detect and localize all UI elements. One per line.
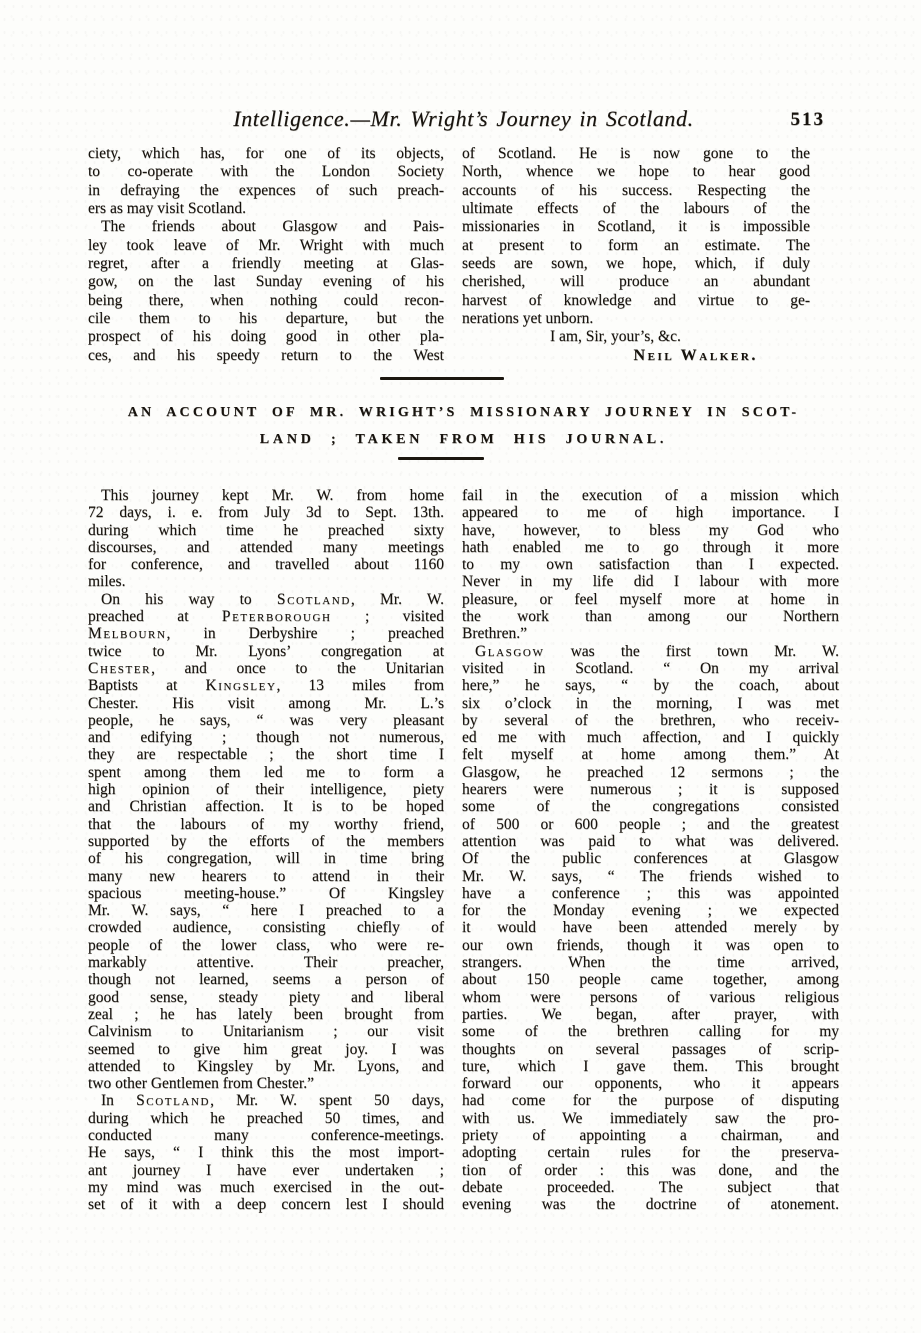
text-line: hath enabled me to go through it more [462,538,839,556]
text-line: cherished, will produce an abundant [462,273,810,291]
running-head-title: Intelligence.—Mr. Wright’s Journey in Scotland. [233,106,694,131]
text-line: ers as may visit Scotland. [88,200,246,218]
text-line: Never in my life did I labour with more [462,573,839,591]
text-line: for conference, and travelled about 1160 [88,556,444,574]
text-line: in defraying the expences of such preach- [88,181,444,199]
small-caps-text: Chester [88,659,152,677]
text-line: during which time he preached sixty [88,521,444,539]
text-line: about 150 people came together, among [462,971,839,989]
text-line: pleasure, or feel myself more at home in [462,590,839,608]
text-line: felt myself at home among them.” At [462,746,839,764]
text-line: our own friends, though it was open to [462,936,839,954]
text-line: the work than among our Northern [462,608,839,626]
text-line: priety of appointing a chairman, and [462,1126,839,1144]
text-line: ley took leave of Mr. Wright with much [88,236,444,254]
page-number: 513 [790,109,825,130]
small-caps-text: Kingsley [205,677,277,695]
text-line: it would have been attended merely by [462,919,839,937]
text-line: North, whence we hope to hear good [462,163,810,181]
text-line: In Scotland, Mr. W. spent 50 days, [101,1092,444,1110]
text-line: ant journey I have ever undertaken ; [88,1161,444,1179]
text-line: six o’clock in the morning, I was met [462,694,839,712]
text-line: have a conference ; this was appointed [462,884,839,902]
text-line: He says, “ I think this the most import- [88,1144,444,1162]
text-line: spent among them led me to form a [88,763,444,781]
text-line: adopting certain rules for the preserva- [462,1144,839,1162]
text-line: to my own satisfaction than I expected. [462,556,839,574]
text-line: for the Monday evening ; we expected [462,902,839,920]
text-line: zeal ; he has lately been brought from [88,1005,444,1023]
text-line: On his way to Scotland, Mr. W. [101,590,444,608]
text-line: Baptists at Kingsley, 13 miles from [88,677,445,695]
text-line: debate proceeded. The subject that [462,1178,839,1196]
text-line: that the labours of my worthy friend, [88,815,444,833]
text-line: markably attentive. Their preacher, [88,954,444,972]
letter-closing: I am, Sir, your’s, &c. [550,328,681,346]
text-line: many new hearers to attend in their [88,867,444,885]
intro-section [88,145,810,365]
small-caps-text: Glasgow [475,642,545,660]
small-caps-text: Peterborough [221,608,332,626]
text-line: though not learned, seems a person of [88,971,444,989]
text-line: high opinion of their intelligence, piety [88,781,444,799]
text-line: whom were persons of various religious [462,988,839,1006]
text-line: Glasgow was the first town Mr. W. [475,642,839,660]
text-line: have, however, to bless my God who [462,521,839,539]
text-line: spacious meeting-house.” Of Kingsley [88,884,444,902]
text-line: Of the public conferences at Glasgow [462,850,839,868]
text-line: miles. [88,573,126,591]
section-divider-rule-bottom [398,457,484,460]
text-line: harvest of knowledge and virtue to ge- [462,291,810,309]
text-line: regret, after a friendly meeting at Glas- [88,255,444,273]
text-line: and edifying ; though not numerous, [88,729,444,747]
text-line: ture, which I gave them. This brought [462,1057,839,1075]
text-line: of his congregation, will in time bring [88,850,444,868]
text-line: accounts of his success. Respecting the [462,181,810,199]
text-line: prospect of his doing good in other pla- [88,328,444,346]
text-line: being there, when nothing could recon- [88,291,444,309]
article-right-column [462,487,839,1213]
text-line: strangers. When the time arrived, [462,954,839,972]
text-line: here,” he says, “ by the coach, about [462,677,839,695]
text-line: of Scotland. He is now gone to the [462,145,810,162]
text-line: people of the lower class, who were re- [88,936,444,954]
text-line: 72 days, i. e. from July 3d to Sept. 13th. [88,504,444,522]
text-line: attention was paid to what was delivered. [462,832,839,850]
text-line: fail in the execution of a mission which [462,487,839,504]
text-line: twice to Mr. Lyons’ congregation at [88,642,444,660]
text-line: Mr. W. says, “ The friends wished to [462,867,839,885]
text-line: hearers were numerous ; it is supposed [462,781,839,799]
text-line: seeds are sown, we hope, which, if duly [462,255,810,273]
text-line: evening was the doctrine of atonement. [462,1196,839,1214]
text-line: some of the congregations consisted [462,798,839,816]
small-caps-text: Melbourn [88,625,167,643]
text-line: at present to form an estimate. The [462,236,810,254]
text-line: my mind was much exercised in the out- [88,1178,444,1196]
text-line: cile them to his departure, but the [88,310,444,328]
article-heading-line-2: LAND ; TAKEN FROM HIS JOURNAL. [259,432,668,447]
small-caps-text: Scotland [276,590,351,608]
text-line: appeared to me of high importance. I [462,504,839,522]
text-line: gow, on the last Sunday evening of his [88,273,444,291]
text-line: parties. We began, after prayer, with [462,1005,839,1023]
text-line: set of it with a deep concern lest I should [88,1196,444,1214]
text-line: of 500 or 600 people ; and the greatest [462,815,839,833]
running-header [88,106,839,146]
text-line: discourses, and attended many meetings [88,538,444,556]
text-line: had come for the purpose of disputing [462,1092,839,1110]
text-line: nerations yet unborn. [462,310,594,328]
text-line: supported by the efforts of the members [88,832,444,850]
text-line: Mr. W. says, “ here I preached to a [88,902,444,920]
text-line: Calvinism to Unitarianism ; our visit [88,1023,444,1041]
text-line: Chester. His visit among Mr. L.’s [88,694,444,712]
text-line: missionaries in Scotland, it is impossible [462,218,810,236]
text-line: tion of order : this was done, and the [462,1161,839,1179]
article-heading-line-1: AN ACCOUNT OF MR. WRIGHT’S MISSIONARY JOURNEY IN SCOT- [127,405,800,420]
text-line: ultimate effects of the labours of the [462,200,810,218]
text-line: two other Gentlemen from Chester.” [88,1075,314,1093]
text-line: thoughts on several passages of scrip- [462,1040,839,1058]
text-line: ciety, which has, for one of its objects, [88,145,444,162]
text-line: during which he preached 50 times, and [88,1109,444,1127]
text-line: conducted many conference-meetings. [88,1126,444,1144]
text-line: This journey kept Mr. W. from home [101,487,444,504]
article-body [88,487,839,1213]
text-line: attended to Kingsley by Mr. Lyons, and [88,1057,444,1075]
small-caps-text: Scotland [136,1092,211,1110]
text-line: Glasgow, he preached 12 sermons ; the [462,763,839,781]
text-line: forward our opponents, who it appears [462,1075,839,1093]
section-divider-rule-top [380,377,504,380]
text-line: The friends about Glasgow and Pais- [101,218,444,236]
article-heading [88,399,839,453]
text-line: preached at Peterborough ; visited [88,608,444,626]
article-left-column [88,487,444,1213]
intro-right-lines [462,145,810,328]
letter-signature: Neil Walker. [633,346,758,364]
intro-left-column [88,145,444,365]
text-line: Melbourn, in Derbyshire ; preached [88,625,444,643]
text-line: ed me with much affection, and I quickly [462,729,839,747]
text-line: crowded audience, consisting chiefly of [88,919,444,937]
text-line: ces, and his speedy return to the West [88,346,444,364]
text-line: with us. We immediately saw the pro- [462,1109,839,1127]
text-line: they are respectable ; the short time I [88,746,444,764]
intro-right-column [462,145,810,365]
text-line: people, he says, “ was very pleasant [88,711,444,729]
text-line: by several of the brethren, who receiv- [462,711,839,729]
text-line: to co-operate with the London Society [88,163,444,181]
text-line: Chester, and once to the Unitarian [88,659,444,677]
text-line: good sense, steady piety and liberal [88,988,444,1006]
text-line: some of the brethren calling for my [462,1023,839,1041]
text-line: and Christian affection. It is to be hoped [88,798,444,816]
text-line: seemed to give him great joy. I was [88,1040,444,1058]
text-line: Brethren.” [462,625,527,643]
text-line: visited in Scotland. “ On my arrival [462,659,839,677]
